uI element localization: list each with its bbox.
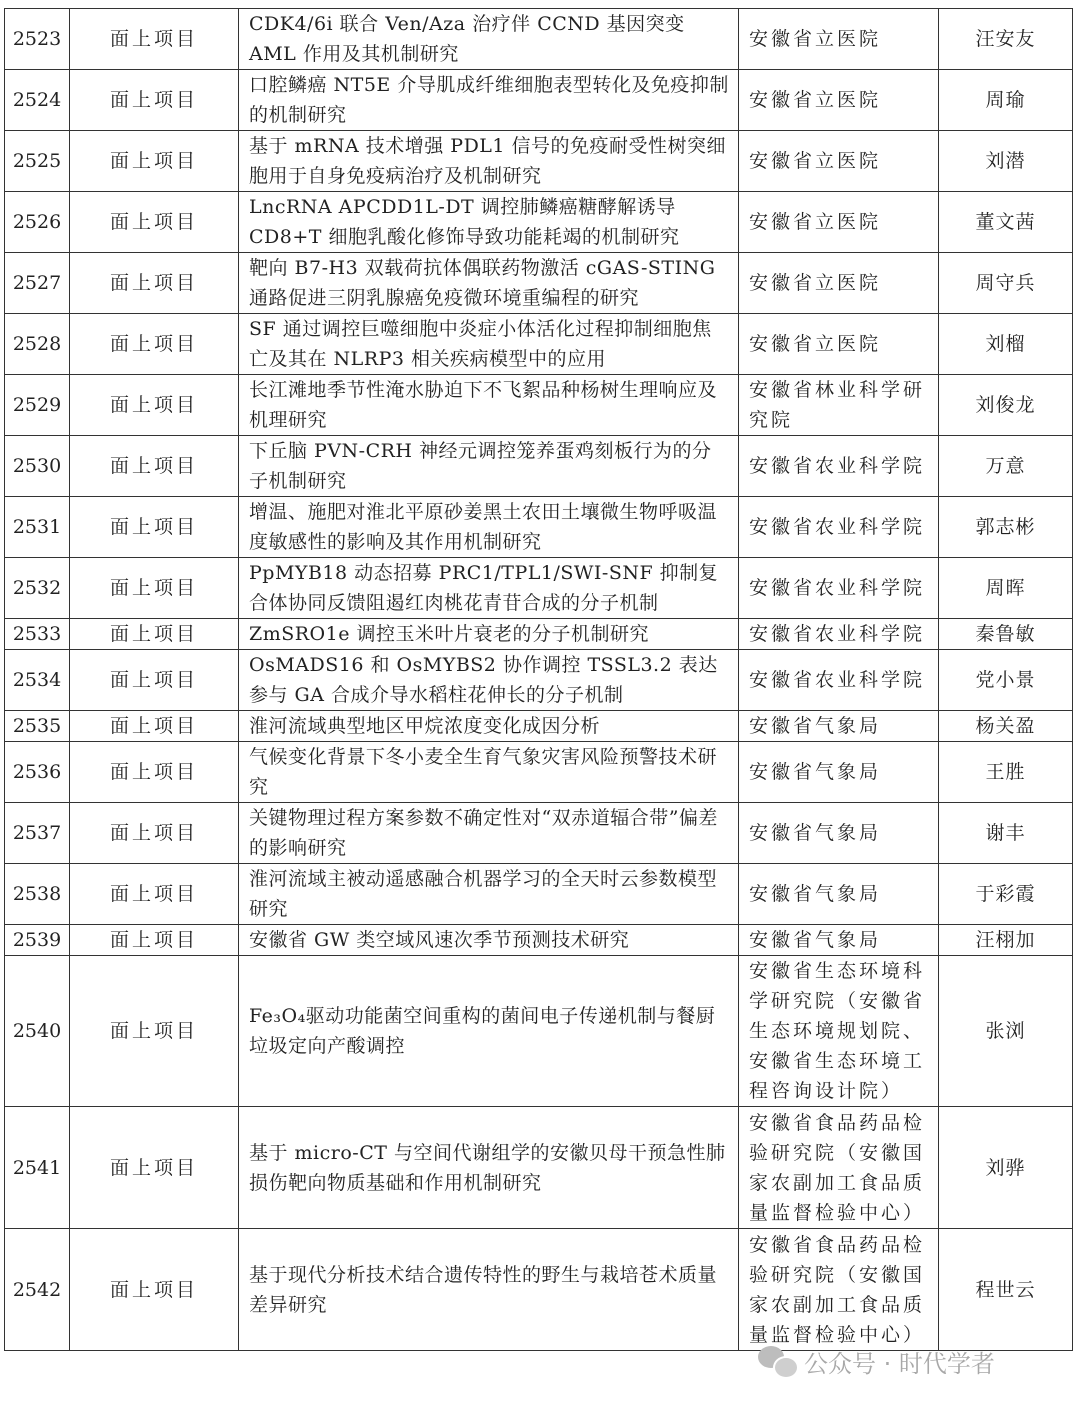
institution: 安徽省林业科学研究院 (739, 375, 939, 436)
table-row (5, 70, 1073, 131)
project-title: CDK4/6i 联合 Ven/Aza 治疗伴 CCND 基因突变 AML 作用及其机制研究 (239, 9, 739, 70)
institution: 安徽省食品药品检验研究院（安徽国家农副加工食品质量监督检验中心） (739, 1229, 939, 1351)
project-type: 面上项目 (70, 558, 239, 619)
principal-investigator: 郭志彬 (939, 497, 1073, 558)
project-title: 安徽省 GW 类空域风速次季节预测技术研究 (239, 925, 739, 956)
row-number: 2531 (5, 497, 70, 558)
table-row (5, 864, 1073, 925)
table-row (5, 375, 1073, 436)
row-number: 2534 (5, 650, 70, 711)
row-number: 2526 (5, 192, 70, 253)
principal-investigator: 汪安友 (939, 9, 1073, 70)
project-type: 面上项目 (70, 70, 239, 131)
institution: 安徽省气象局 (739, 925, 939, 956)
row-number: 2532 (5, 558, 70, 619)
project-type: 面上项目 (70, 619, 239, 650)
row-number: 2529 (5, 375, 70, 436)
project-title: 基于 mRNA 技术增强 PDL1 信号的免疫耐受性树突细胞用于自身免疫病治疗及机制研究 (239, 131, 739, 192)
row-number: 2527 (5, 253, 70, 314)
project-title: 下丘脑 PVN-CRH 神经元调控笼养蛋鸡刻板行为的分子机制研究 (239, 436, 739, 497)
principal-investigator: 周晖 (939, 558, 1073, 619)
principal-investigator: 周瑜 (939, 70, 1073, 131)
principal-investigator: 秦鲁敏 (939, 619, 1073, 650)
project-title: 基于 micro-CT 与空间代谢组学的安徽贝母干预急性肺损伤靶向物质基础和作用机制研究 (239, 1107, 739, 1229)
institution: 安徽省生态环境科学研究院（安徽省生态环境规划院、安徽省生态环境工程咨询设计院） (739, 956, 939, 1107)
project-type: 面上项目 (70, 9, 239, 70)
principal-investigator: 董文茜 (939, 192, 1073, 253)
table-row (5, 619, 1073, 650)
principal-investigator: 万意 (939, 436, 1073, 497)
principal-investigator: 汪栩加 (939, 925, 1073, 956)
principal-investigator: 刘骅 (939, 1107, 1073, 1229)
project-type: 面上项目 (70, 742, 239, 803)
row-number: 2535 (5, 711, 70, 742)
project-title: SF 通过调控巨噬细胞中炎症小体活化过程抑制细胞焦亡及其在 NLRP3 相关疾病模型中的应用 (239, 314, 739, 375)
institution: 安徽省立医院 (739, 253, 939, 314)
row-number: 2540 (5, 956, 70, 1107)
row-number: 2541 (5, 1107, 70, 1229)
institution: 安徽省立医院 (739, 70, 939, 131)
principal-investigator: 刘俊龙 (939, 375, 1073, 436)
project-table (4, 8, 1073, 1351)
institution: 安徽省气象局 (739, 803, 939, 864)
table-row (5, 1107, 1073, 1229)
row-number: 2524 (5, 70, 70, 131)
principal-investigator: 于彩霞 (939, 864, 1073, 925)
institution: 安徽省立医院 (739, 314, 939, 375)
institution: 安徽省农业科学院 (739, 650, 939, 711)
principal-investigator: 刘榴 (939, 314, 1073, 375)
project-title: 气候变化背景下冬小麦全生育气象灾害风险预警技术研究 (239, 742, 739, 803)
project-type: 面上项目 (70, 436, 239, 497)
row-number: 2542 (5, 1229, 70, 1351)
table-row (5, 742, 1073, 803)
project-type: 面上项目 (70, 192, 239, 253)
row-number: 2533 (5, 619, 70, 650)
institution: 安徽省气象局 (739, 742, 939, 803)
principal-investigator: 张浏 (939, 956, 1073, 1107)
wechat-icon (758, 1346, 796, 1376)
project-title: PpMYB18 动态招募 PRC1/TPL1/SWI-SNF 抑制复合体协同反馈阻遏红肉桃花青苷合成的分子机制 (239, 558, 739, 619)
institution: 安徽省食品药品检验研究院（安徽国家农副加工食品质量监督检验中心） (739, 1107, 939, 1229)
table-row (5, 436, 1073, 497)
project-title: OsMADS16 和 OsMYBS2 协作调控 TSSL3.2 表达参与 GA 合成介导水稻柱花伸长的分子机制 (239, 650, 739, 711)
project-type: 面上项目 (70, 711, 239, 742)
project-title: 靶向 B7-H3 双载荷抗体偶联药物激活 cGAS-STING 通路促进三阴乳腺癌免疫微环境重编程的研究 (239, 253, 739, 314)
project-title: ZmSRO1e 调控玉米叶片衰老的分子机制研究 (239, 619, 739, 650)
row-number: 2528 (5, 314, 70, 375)
institution: 安徽省农业科学院 (739, 497, 939, 558)
principal-investigator: 杨关盈 (939, 711, 1073, 742)
table-row (5, 925, 1073, 956)
table-row (5, 9, 1073, 70)
project-type: 面上项目 (70, 253, 239, 314)
project-title: Fe₃O₄驱动功能菌空间重构的菌间电子传递机制与餐厨垃圾定向产酸调控 (239, 956, 739, 1107)
project-title: 淮河流域主被动遥感融合机器学习的全天时云参数模型研究 (239, 864, 739, 925)
principal-investigator: 党小景 (939, 650, 1073, 711)
institution: 安徽省气象局 (739, 711, 939, 742)
table-row (5, 650, 1073, 711)
table-row (5, 192, 1073, 253)
project-type: 面上项目 (70, 803, 239, 864)
row-number: 2539 (5, 925, 70, 956)
project-title: 关键物理过程方案参数不确定性对“双赤道辐合带”偏差的影响研究 (239, 803, 739, 864)
project-title: 基于现代分析技术结合遗传特性的野生与栽培苍术质量差异研究 (239, 1229, 739, 1351)
table-row (5, 558, 1073, 619)
project-type: 面上项目 (70, 956, 239, 1107)
project-type: 面上项目 (70, 864, 239, 925)
watermark (758, 1343, 995, 1379)
principal-investigator: 谢丰 (939, 803, 1073, 864)
project-title: 口腔鳞癌 NT5E 介导肌成纤维细胞表型转化及免疫抑制的机制研究 (239, 70, 739, 131)
project-type: 面上项目 (70, 650, 239, 711)
table-row (5, 803, 1073, 864)
row-number: 2536 (5, 742, 70, 803)
project-type: 面上项目 (70, 375, 239, 436)
watermark-text: 公众号 · 时代学者 (804, 1349, 995, 1378)
project-type: 面上项目 (70, 1107, 239, 1229)
row-number: 2537 (5, 803, 70, 864)
project-type: 面上项目 (70, 314, 239, 375)
project-type: 面上项目 (70, 1229, 239, 1351)
principal-investigator: 周守兵 (939, 253, 1073, 314)
project-title: LncRNA APCDD1L-DT 调控肺鳞癌糖酵解诱导 CD8+T 细胞乳酸化修饰导致功能耗竭的机制研究 (239, 192, 739, 253)
project-title: 淮河流域典型地区甲烷浓度变化成因分析 (239, 711, 739, 742)
principal-investigator: 程世云 (939, 1229, 1073, 1351)
table-row (5, 711, 1073, 742)
institution: 安徽省立医院 (739, 131, 939, 192)
table-row (5, 1229, 1073, 1351)
institution: 安徽省气象局 (739, 864, 939, 925)
institution: 安徽省立医院 (739, 192, 939, 253)
table-row (5, 253, 1073, 314)
principal-investigator: 刘潜 (939, 131, 1073, 192)
row-number: 2523 (5, 9, 70, 70)
project-type: 面上项目 (70, 131, 239, 192)
principal-investigator: 王胜 (939, 742, 1073, 803)
institution: 安徽省农业科学院 (739, 619, 939, 650)
institution: 安徽省立医院 (739, 9, 939, 70)
row-number: 2538 (5, 864, 70, 925)
row-number: 2530 (5, 436, 70, 497)
project-type: 面上项目 (70, 925, 239, 956)
table-row (5, 131, 1073, 192)
row-number: 2525 (5, 131, 70, 192)
project-title: 增温、施肥对淮北平原砂姜黑土农田土壤微生物呼吸温度敏感性的影响及其作用机制研究 (239, 497, 739, 558)
table-row (5, 956, 1073, 1107)
table-row (5, 314, 1073, 375)
table-row (5, 497, 1073, 558)
institution: 安徽省农业科学院 (739, 558, 939, 619)
project-title: 长江滩地季节性淹水胁迫下不飞絮品种杨树生理响应及机理研究 (239, 375, 739, 436)
project-type: 面上项目 (70, 497, 239, 558)
institution: 安徽省农业科学院 (739, 436, 939, 497)
